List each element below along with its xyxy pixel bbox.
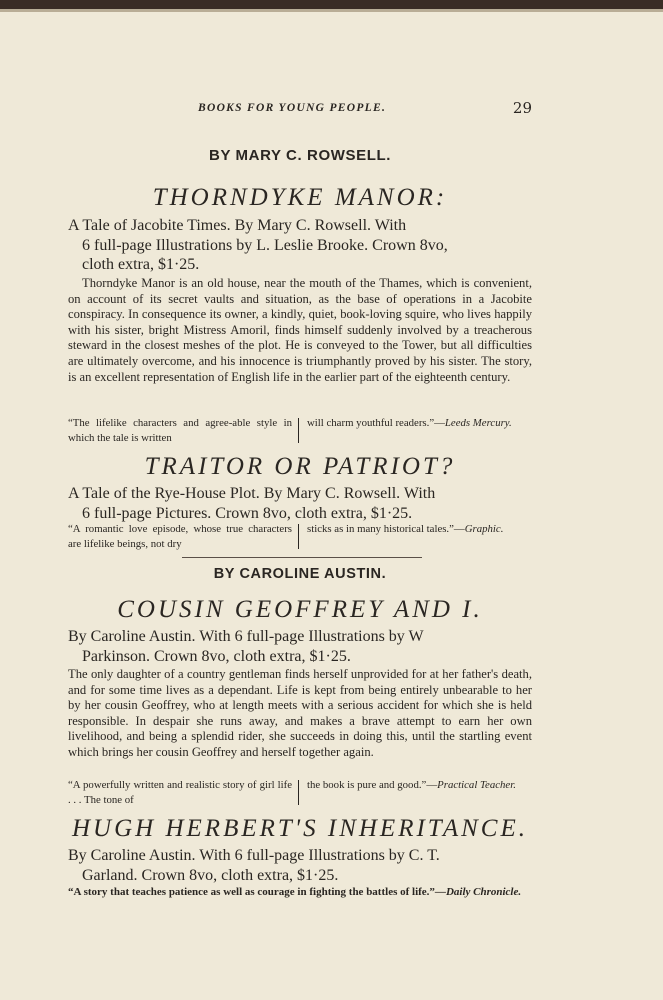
- review-quote-right-column: [299, 416, 532, 445]
- author-heading-rowsell: BY MARY C. ROWSELL.: [209, 147, 391, 164]
- review-quote-text: the book is pure and good.”—: [307, 779, 438, 791]
- review-source: Leeds Mercury.: [444, 417, 512, 429]
- book-page: [0, 12, 663, 1000]
- description-line: Garland. Crown 8vo, cloth extra, $1·25.: [82, 866, 339, 884]
- book-description-cousin-geoffrey-and-i: [68, 627, 532, 666]
- book-blurb-cousin-geoffrey-and-i: The only daughter of a country gentleman finds herself unprovided for at her father's death, and for some time lives as a dependant. Life is kept from being entirely unbearable to her by her cousin Geoffrey, who at length meets with a serious accident for which she is held responsible. In despair she runs away, and makes a brave attempt to earn her own livelihood, and being a splendid rider, she succeeds in doing this, until the startling event which brings her cousin Geoffrey and herself together again.: [68, 667, 532, 759]
- description-line: A Tale of Jacobite Times. By Mary C. Rowsell. With: [68, 217, 407, 234]
- running-title: BOOKS FOR YOUNG PEOPLE.: [198, 102, 387, 114]
- section-divider-rule: [182, 557, 422, 558]
- review-quote-cousin-geoffrey-and-i: [68, 778, 532, 807]
- review-quote-hugh-herberts-inheritance: [68, 885, 532, 900]
- review-source: Daily Chronicle.: [445, 886, 522, 898]
- review-source: Graphic.: [464, 523, 504, 535]
- book-title-thorndyke-manor: THORNDYKE MANOR:: [152, 184, 448, 211]
- review-quote-traitor-or-patriot: [68, 522, 532, 551]
- book-description-hugh-herberts-inheritance: [68, 846, 532, 885]
- review-quote-thorndyke-manor: [68, 416, 532, 445]
- description-line: By Caroline Austin. With 6 full-page Illustrations by C. T.: [68, 847, 440, 864]
- review-quote-left-column: “A romantic love episode, whose true characters are lifelike beings, not dry: [68, 523, 292, 550]
- page-number: 29: [512, 99, 532, 117]
- review-quote-right-column: [299, 522, 532, 551]
- review-quote-text: will charm youthful readers.”—: [307, 417, 445, 429]
- review-source: Practical Teacher.: [437, 779, 516, 791]
- review-quote-left-column: “The lifelike characters and agree-able style in which the tale is written: [68, 417, 292, 444]
- book-description-thorndyke-manor: [68, 216, 532, 275]
- description-line: 6 full-page Pictures. Crown 8vo, cloth extra, $1·25.: [82, 504, 413, 522]
- description-line: A Tale of the Rye-House Plot. By Mary C. Rowsell. With: [68, 485, 436, 502]
- book-blurb-thorndyke-manor: Thorndyke Manor is an old house, near the mouth of the Thames, which is convenient, on account of its secret vaults and situation, as the base of operations in a Jacobite conspiracy. In consequence its owner, a kindly, quiet, book-loving squire, who lives happily with his sister, bright Mistress Amoril, finds himself suddenly involved by a treacherous steward in the closest meshes of the plot. He is conveyed to the Tower, but all difficulties are ultimately overcome, and his innocence is triumphantly proved by his sister. The story, is an excellent representation of English life in the earlier part of the eighteenth century.: [68, 276, 532, 384]
- description-line: Parkinson. Crown 8vo, cloth extra, $1·25.: [82, 647, 351, 665]
- description-line: 6 full-page Illustrations by L. Leslie Brooke. Crown 8vo,: [82, 236, 448, 254]
- book-title-cousin-geoffrey-and-i: COUSIN GEOFFREY AND I.: [117, 596, 483, 623]
- running-header: [68, 99, 532, 120]
- review-quote-left-column: “A powerfully written and realistic story of girl life . . . The tone of: [68, 779, 292, 806]
- review-quote-right-column: [299, 778, 532, 807]
- book-title-hugh-herberts-inheritance: HUGH HERBERT'S INHERITANCE.: [72, 815, 528, 842]
- author-heading-austin: BY CAROLINE AUSTIN.: [213, 566, 387, 582]
- description-line: cloth extra, $1·25.: [82, 256, 200, 273]
- review-quote-text: “A story that teaches patience as well as courage in fighting the battles of life.”—: [68, 886, 446, 898]
- book-description-traitor-or-patriot: [68, 484, 532, 523]
- book-edge-dark-band: [0, 0, 663, 9]
- description-line: By Caroline Austin. With 6 full-page Illustrations by W: [68, 628, 424, 645]
- book-title-traitor-or-patriot: TRAITOR OR PATRIOT?: [144, 453, 456, 480]
- review-quote-text: sticks as in many historical tales.”—: [307, 523, 465, 535]
